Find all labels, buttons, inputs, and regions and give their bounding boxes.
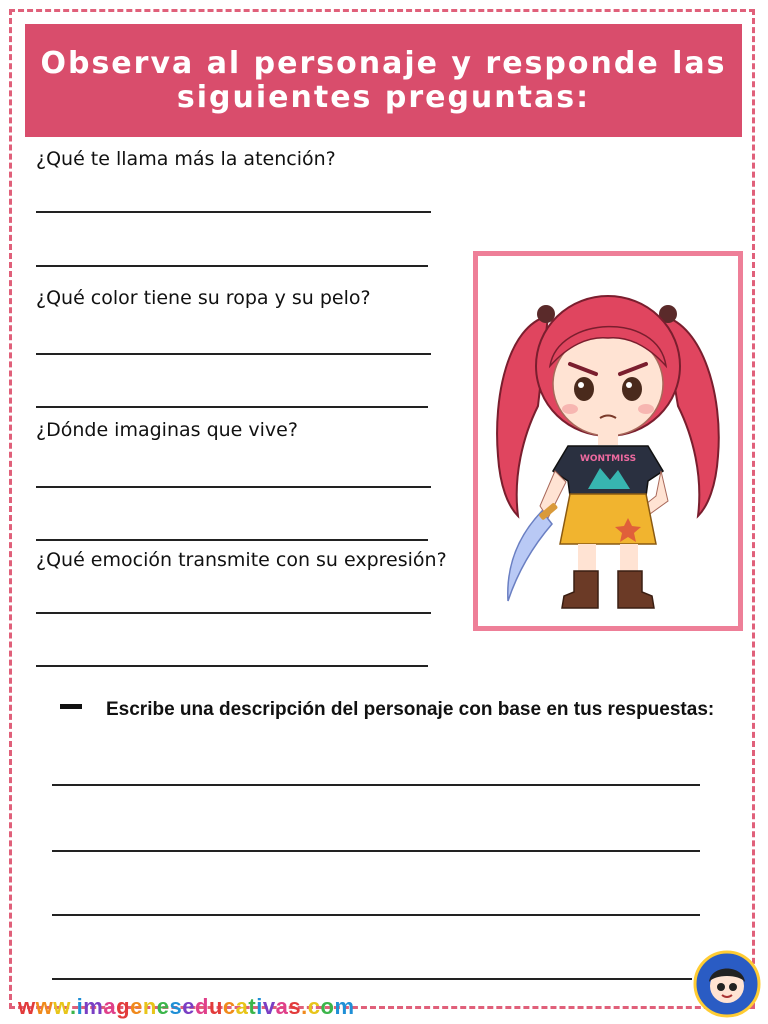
answer-line-4b[interactable] [36, 665, 428, 667]
answer-line-3b[interactable] [36, 539, 428, 541]
writing-line-1[interactable] [52, 784, 700, 786]
instruction-text: Escribe una descripción del personaje con base en tus respuestas: [106, 699, 715, 720]
answer-line-2b[interactable] [36, 406, 428, 408]
site-logo-icon [693, 950, 761, 1018]
website-footer[interactable] [18, 994, 355, 1020]
character-illustration [478, 256, 738, 626]
answer-line-4a[interactable] [36, 612, 431, 614]
shirt-text: WONTMISS [579, 454, 637, 464]
writing-line-4[interactable] [52, 978, 692, 980]
question-2: ¿Qué color tiene su ropa y su pelo? [36, 287, 371, 309]
description-instruction [60, 690, 724, 730]
writing-line-2[interactable] [52, 850, 700, 852]
answer-line-2a[interactable] [36, 353, 431, 355]
answer-line-1b[interactable] [36, 265, 428, 267]
answer-line-1a[interactable] [36, 211, 431, 213]
website-url: www.imageneseducativas.com [18, 994, 355, 1019]
writing-line-3[interactable] [52, 914, 700, 916]
worksheet-title: Observa al personaje y responde las siguientes preguntas: [40, 45, 727, 115]
answer-line-3a[interactable] [36, 486, 431, 488]
question-1: ¿Qué te llama más la atención? [36, 148, 336, 170]
worksheet-title-banner [25, 24, 742, 137]
character-picture-frame [473, 251, 743, 631]
question-4: ¿Qué emoción transmite con su expresión? [36, 549, 447, 571]
bullet-dash-icon [60, 704, 82, 709]
question-3: ¿Dónde imaginas que vive? [36, 419, 298, 441]
